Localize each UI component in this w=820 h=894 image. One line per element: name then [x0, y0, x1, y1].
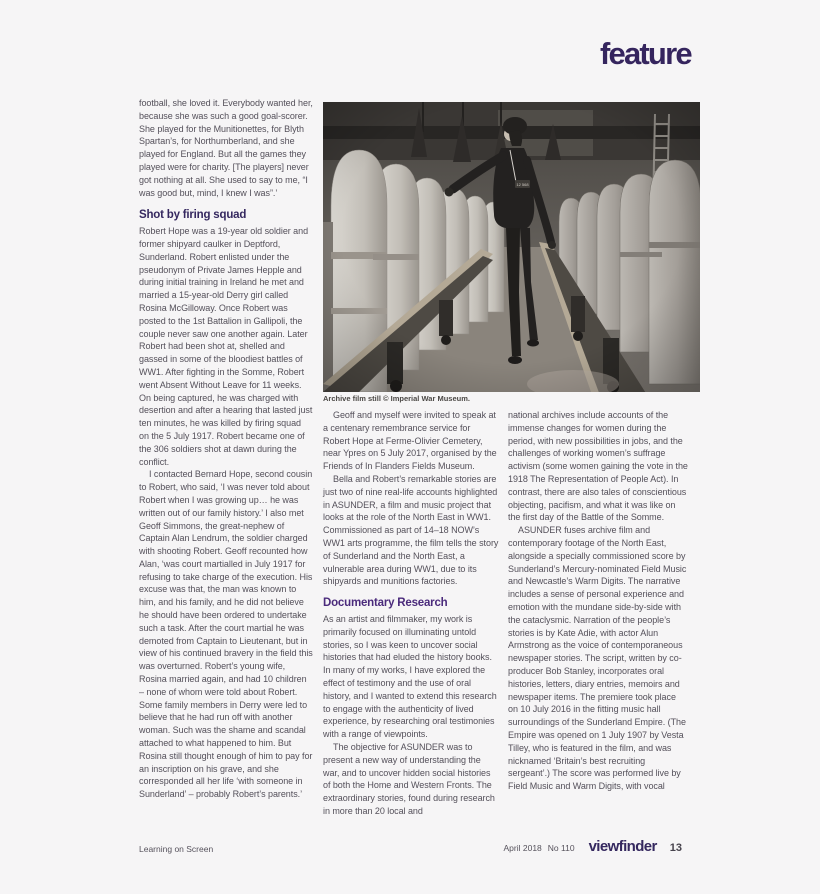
photo-caption: Archive film still © Imperial War Museum.	[323, 394, 470, 403]
viewfinder-logo: viewfinder	[588, 838, 657, 855]
paragraph: Robert Hope was a 19-year old soldier and former shipyard caulker in Deptford, Sunderland. Robert enlisted under the pseudonym of Private James Hepple and during initial training in Ireland he met and married a 15-year-old Derry girl called Rosina McGilloway. Once Robert was posted to the 1st Battalion in Gallipoli, the couple never saw one another again. Later Robert had been shot at, shelled and gassed in some of the bloodiest battles of WW1. After fighting in the Somme, Robert went Absent Without Leave for 11 weeks. On being captured, he was charged with desertion and after a hearing that lasted just ten minutes, he was killed by firing squad on the 5 July 1917. Robert became one of the 306 soldiers shot at dawn during the conflict.	[139, 226, 313, 467]
paragraph: Geoff and myself were invited to speak at a centenary remembrance service for Robert Hope at Ferme-Olivier Cemetery, near Ypres on 5 July 2017, organised by the Friends of In Flanders Fields Museum.	[323, 410, 497, 472]
footer-issue-info	[504, 838, 683, 855]
footer-publisher: Learning on Screen	[139, 844, 214, 854]
paragraph: The objective for ASUNDER was to present a new way of understanding the war, and to uncover hidden social histories of both the Home and Western Fronts. The extraordinary stories, found during research in more than 20 local and	[323, 741, 495, 816]
paragraph: ASUNDER fuses archive film and contemporary footage of the North East, alongside a specially commissioned score by Sunderland’s Mercury-nominated Field Music and Newcastle’s Warm Digits. The narrative includes a sense of personal experience and emotion with the mundane side-by-side with the cataclysmic. Narration of the people’s stories is by Kate Adie, with actor Alun Armstrong as the voice of contemporaneous newspaper stories. The script, written by co-producer Bob Stanley, incorporates oral histories, letters, diary entries, memoirs and newspaper items. The premiere took place on 10 July 2016 in the fitting music hall surroundings of the Sunderland Empire. (The Empire was opened on 1 July 1907 by Vesta Tilley, who is featured in the film, and was nicknamed ‘Britain’s best recruiting sergeant’.) The score was performed live by Field Music and Warm Digits, with vocal	[508, 525, 687, 792]
article-column-3	[508, 409, 688, 793]
paragraph: Bella and Robert’s remarkable stories are just two of nine real-life accounts highlighted in ASUNDER, a film and music project that looks at the role of the North East in WW1. Commissioned as part of 14–18 NOW’s WW1 arts programme, the film tells the story of Sunderland and the North East, a vulnerable area during WW1, due to its shipyards and munitions factories.	[323, 473, 499, 587]
paragraph: I contacted Bernard Hope, second cousin to Robert, who said, ‘I was never told about Robert when I was growing up… he was written out of our family history.’ I also met Geoff Simmons, the great-nephew of Captain Alan Lendrum, the soldier charged with shooting Robert. Geoff recounted how Alan, ‘was court martialled in July 1917 for refusing to take charge of the execution. His excuse was that, the man was known to him, and his family, and he did not believe he should have been ordered to undertake such a task. After the court martial he was demoted from Captain to Lieutenant, but in view of his continued bravery in the field this was overturned. Robert’s young wife, Rosina married again, and had 10 children – none of whom were told about Robert. Some family members in Derry were led to believe that he had run off with another woman. Such was the shame and scandal attached to what happened to him. But Rosina still thought enough of him to pay for an inscription on his grave, and she corresponded all her life ‘with someone in Sunderland’ – probably Robert’s parents.’	[139, 469, 313, 800]
subheading-shot-by-firing-squad: Shot by firing squad	[139, 209, 247, 222]
issue-number: No 110	[547, 843, 575, 853]
article-column-1	[139, 97, 313, 801]
article-column-2	[323, 409, 499, 818]
subheading-documentary-research: Documentary Research	[323, 597, 448, 610]
paragraph: football, she loved it. Everybody wanted her, because she was such a good goal-scorer. She played for the Munitionettes, for Blyth Spartan’s, for Northumberland, and she played for England. But all the games they played were for charity. [The players] never got nothing at all. She used to say to me, “I was good but, mind, I knew I was”.’	[139, 98, 313, 198]
paragraph: As an artist and filmmaker, my work is primarily focused on illuminating untold stories, so I was keen to uncover social histories that had eluded the history books. In many of my works, I have explored the effect of testimony and the use of oral history, and I wanted to extend this research to engage with the authenticity of lived experience, by researching oral testimonies with a range of viewpoints.	[323, 613, 497, 740]
archive-photo	[323, 102, 700, 392]
paragraph: national archives include accounts of the immense changes for women during the period, with new possibilities in jobs, and the challenges of working women’s suffrage activism (some women gaining the vote in the 1918 The Representation of People Act). In contrast, there are also tales of conscientious objecting, pacifism, and what it was like on the first day of the Battle of the Somme.	[508, 410, 688, 523]
issue-date: April 2018	[503, 843, 542, 853]
page-number: 13	[669, 842, 682, 854]
feature-section-label: feature	[600, 36, 691, 71]
